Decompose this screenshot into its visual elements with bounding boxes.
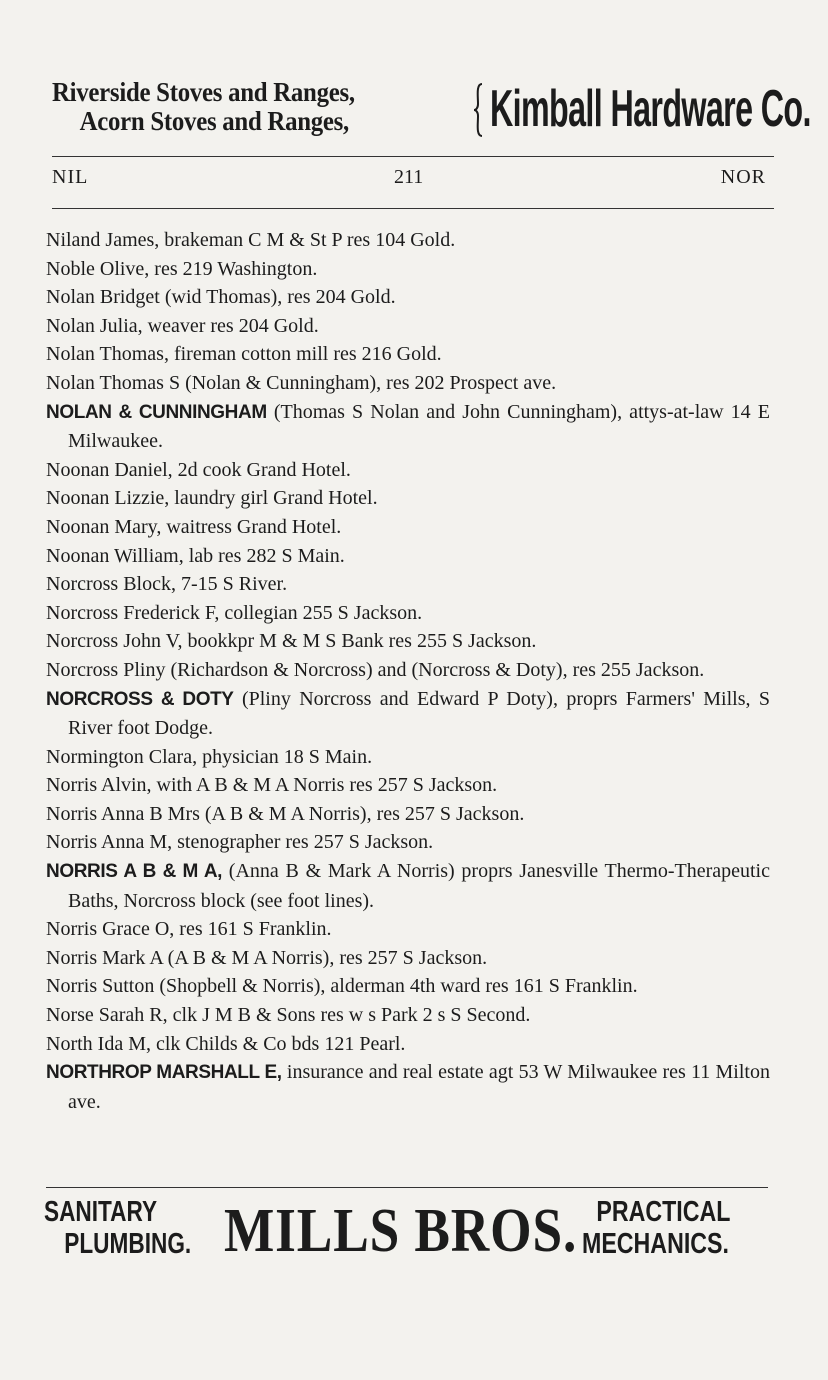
entry-text: Norcross Pliny (Richardson & Norcross) and (Norcross & Doty), res 255 Jackson. (46, 658, 705, 681)
directory-entries (46, 226, 770, 1116)
entry-text: Noonan William, lab res 282 S Main. (46, 544, 345, 567)
running-head (52, 166, 766, 196)
directory-entry (46, 771, 770, 800)
entry-bold-name: NORCROSS & DOTY (46, 688, 234, 710)
entry-text: Nolan Thomas S (Nolan & Cunningham), res 202 Prospect ave. (46, 371, 557, 394)
stoves-line-2: Acorn Stoves and Ranges, (79, 106, 350, 136)
directory-entry (46, 542, 770, 571)
header-rule-top (52, 156, 774, 157)
entry-text: Nolan Julia, weaver res 204 Gold. (46, 314, 319, 337)
directory-entry (46, 283, 770, 312)
directory-entry (46, 857, 770, 915)
entry-text: Norris Anna B Mrs (A B & M A Norris), res 257 S Jackson. (46, 802, 525, 825)
curly-brace-icon (472, 82, 486, 138)
directory-entry (46, 743, 770, 772)
entry-text: North Ida M, clk Childs & Co bds 121 Pearl. (46, 1032, 406, 1055)
directory-entry (46, 944, 770, 973)
mechanics-line: MECHANICS. (582, 1228, 729, 1260)
directory-entry (46, 1030, 770, 1059)
plumbing-line: PLUMBING. (64, 1228, 192, 1260)
directory-entry (46, 340, 770, 369)
directory-entry (46, 828, 770, 857)
directory-entry (46, 255, 770, 284)
directory-entry (46, 800, 770, 829)
entry-text: Normington Clara, physician 18 S Main. (46, 745, 373, 768)
entry-text: Noonan Mary, waitress Grand Hotel. (46, 515, 342, 538)
entry-text: Norse Sarah R, clk J M B & Sons res w s Park 2 s S Second. (46, 1004, 531, 1027)
running-head-left: NIL (52, 166, 89, 188)
practical-line: PRACTICAL (596, 1196, 731, 1228)
entry-bold-name: NORTHROP MARSHALL E, (46, 1062, 282, 1084)
directory-entry (46, 456, 770, 485)
kimball-hardware-name: Kimball Hardware Co. (490, 80, 811, 138)
entry-text: (Pliny Norcross and Edward P Doty), proprs Farmers' Mills, S River foot Dodge. (68, 687, 770, 740)
directory-entry (46, 627, 770, 656)
entry-bold-name: NORRIS A B & M A, (46, 861, 223, 883)
directory-entry (46, 570, 770, 599)
entry-text: Noonan Daniel, 2d cook Grand Hotel. (46, 458, 351, 481)
sanitary-plumbing-text (44, 1196, 191, 1260)
directory-entry (46, 915, 770, 944)
running-head-right: NOR (720, 166, 766, 188)
directory-entry (46, 398, 770, 456)
directory-entry (46, 513, 770, 542)
mills-bros-name: MILLS BROS. (224, 1197, 578, 1265)
entry-text: Norris Mark A (A B & M A Norris), res 257 S Jackson. (46, 946, 488, 969)
directory-entry (46, 484, 770, 513)
directory-entry (46, 369, 770, 398)
entry-text: Norcross John V, bookkpr M & M S Bank res 255 S Jackson. (46, 630, 537, 653)
practical-mechanics-text (582, 1196, 730, 1260)
directory-entry (46, 599, 770, 628)
footer-rule (46, 1187, 768, 1188)
stoves-line-1: Riverside Stoves and Ranges, (52, 77, 355, 107)
directory-entry (46, 226, 770, 255)
bottom-advertisement (44, 1194, 774, 1268)
entry-text: Nolan Bridget (wid Thomas), res 204 Gold. (46, 286, 396, 309)
entry-text: (Thomas S Nolan and John Cunningham), attys-at-law 14 E Milwaukee. (68, 400, 771, 453)
entry-text: Norris Grace O, res 161 S Franklin. (46, 918, 332, 941)
directory-entry (46, 1058, 770, 1116)
entry-text: Norris Sutton (Shopbell & Norris), alderman 4th ward res 161 S Franklin. (46, 975, 638, 998)
top-advertisement (52, 77, 811, 144)
entry-text: Norcross Block, 7-15 S River. (46, 573, 288, 596)
header-rule-bottom (52, 208, 774, 209)
page-number: 211 (394, 166, 424, 188)
entry-bold-name: NOLAN & CUNNINGHAM (46, 401, 267, 423)
stoves-ad-text (52, 78, 429, 136)
entry-text: (Anna B & Mark A Norris) proprs Janesville Thermo-Therapeutic Baths, Norcross block (see foot lines). (68, 860, 770, 912)
entry-text: Noble Olive, res 219 Washington. (46, 257, 318, 280)
directory-entry (46, 312, 770, 341)
entry-text: Nolan Thomas, fireman cotton mill res 216 Gold. (46, 343, 442, 366)
directory-entry (46, 1001, 770, 1030)
sanitary-line: SANITARY (44, 1196, 158, 1228)
entry-text: Noonan Lizzie, laundry girl Grand Hotel. (46, 487, 378, 510)
entry-text: Norris Anna M, stenographer res 257 S Jackson. (46, 831, 434, 854)
entry-text: Niland James, brakeman C M & St P res 104 Gold. (46, 229, 456, 251)
directory-entry (46, 656, 770, 685)
directory-entry (46, 972, 770, 1001)
entry-text: Norris Alvin, with A B & M A Norris res 257 S Jackson. (46, 774, 498, 797)
directory-entry (46, 685, 770, 743)
entry-text: insurance and real estate agt 53 W Milwaukee res 11 Milton ave. (68, 1061, 770, 1113)
entry-text: Norcross Frederick F, collegian 255 S Jackson. (46, 601, 423, 624)
